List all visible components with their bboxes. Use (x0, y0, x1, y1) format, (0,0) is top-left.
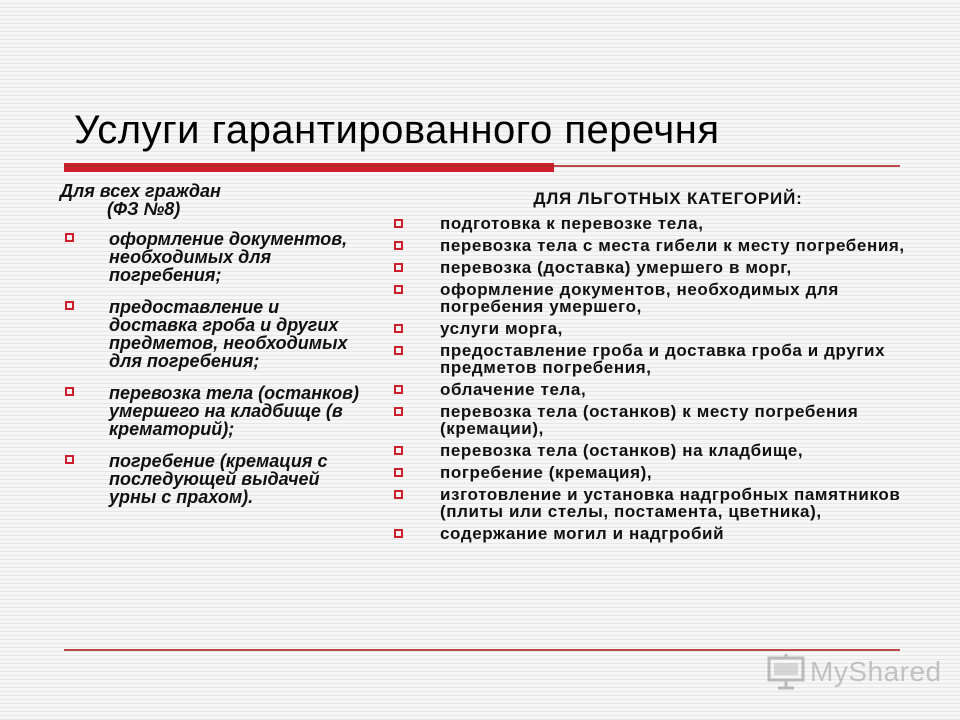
list-item-text: предоставление гроба и доставка гроба и других предметов погребения, (440, 341, 886, 377)
list-item-text: перевозка тела (останков) к месту погребения (кремации), (440, 402, 859, 438)
list-item (392, 281, 932, 315)
square-bullet-icon (394, 324, 403, 333)
list-item-text: перевозка тела (останков) на кладбище, (440, 441, 804, 460)
list-item (392, 320, 932, 337)
title-divider (64, 165, 900, 167)
list-item-text: предоставление и доставка гроба и других предметов, необходимых для погребения; (109, 297, 348, 371)
list-item-text: перевозка тела (останков) умершего на кладбище (в крематорий); (109, 383, 360, 439)
square-bullet-icon (65, 233, 74, 242)
right-column (392, 190, 932, 547)
list-item (392, 342, 932, 376)
left-heading-line2: (ФЗ №8) (107, 199, 181, 219)
square-bullet-icon (394, 468, 403, 477)
bottom-divider (64, 649, 900, 651)
list-item-text: оформление документов, необходимых для погребения умершего, (440, 280, 839, 316)
list-item (392, 442, 932, 459)
list-item-text: перевозка (доставка) умершего в морг, (440, 258, 792, 277)
list-item-text: погребение (кремация с последующей выдачей урны с прахом). (109, 451, 328, 507)
square-bullet-icon (65, 301, 74, 310)
list-item (392, 237, 932, 254)
left-heading-line1: Для всех граждан (60, 181, 221, 201)
list-item (60, 452, 360, 506)
list-item (60, 230, 360, 284)
left-column (60, 182, 360, 520)
list-item-text: оформление документов, необходимых для погребения; (109, 229, 348, 285)
list-item (392, 403, 932, 437)
right-column-heading: ДЛЯ ЛЬГОТНЫХ КАТЕГОРИЙ: (533, 189, 803, 208)
square-bullet-icon (394, 446, 403, 455)
list-item (392, 215, 932, 232)
list-item-text: изготовление и установка надгробных памятников (плиты или стелы, постамента, цветника), (440, 485, 901, 521)
square-bullet-icon (65, 455, 74, 464)
list-item (392, 259, 932, 276)
list-item-text: облачение тела, (440, 380, 587, 399)
list-item-text: услуги морга, (440, 319, 563, 338)
square-bullet-icon (394, 407, 403, 416)
list-item (392, 464, 932, 481)
watermark (766, 654, 942, 690)
square-bullet-icon (394, 529, 403, 538)
list-item-text: перевозка тела с места гибели к месту погребения, (440, 236, 905, 255)
left-list (60, 230, 360, 506)
watermark-text: MyShared (810, 656, 942, 687)
slide-title: Услуги гарантированного перечня (74, 108, 720, 152)
square-bullet-icon (65, 387, 74, 396)
left-column-heading (60, 182, 360, 218)
list-item (392, 381, 932, 398)
square-bullet-icon (394, 219, 403, 228)
square-bullet-icon (394, 263, 403, 272)
list-item (60, 298, 360, 370)
square-bullet-icon (394, 241, 403, 250)
square-bullet-icon (394, 385, 403, 394)
right-list (392, 215, 932, 542)
list-item (392, 486, 932, 520)
list-item-text: подготовка к перевозке тела, (440, 214, 704, 233)
presentation-board-icon (766, 654, 806, 690)
square-bullet-icon (394, 285, 403, 294)
list-item-text: погребение (кремация), (440, 463, 653, 482)
square-bullet-icon (394, 346, 403, 355)
list-item (392, 525, 932, 542)
square-bullet-icon (394, 490, 403, 499)
list-item (60, 384, 360, 438)
list-item-text: содержание могил и надгробий (440, 524, 725, 543)
